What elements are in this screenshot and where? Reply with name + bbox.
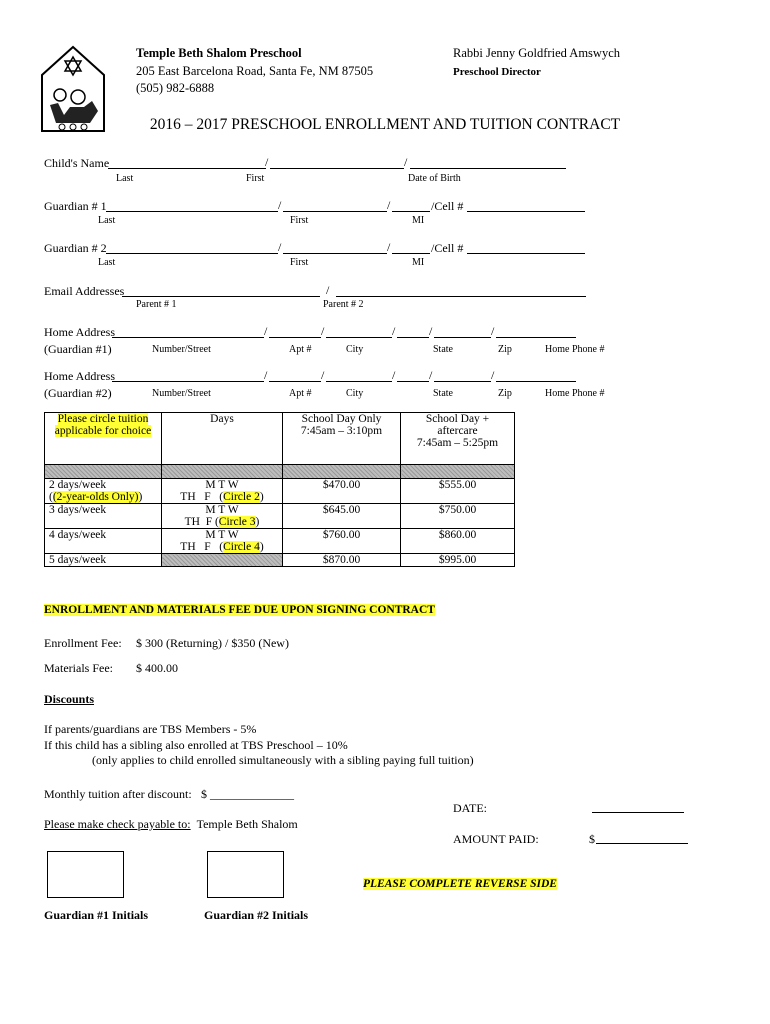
guardian1-last-field[interactable]	[106, 211, 278, 212]
reverse-side-note	[363, 878, 557, 890]
school-price[interactable]: $645.00	[283, 504, 401, 529]
school-day-header: School Day Only	[301, 413, 382, 425]
guardian2-last-caption: Last	[98, 257, 116, 268]
home2-zip-caption: Zip	[498, 388, 512, 399]
home1-state-field[interactable]	[397, 337, 429, 338]
materials-fee-value: $ 400.00	[136, 661, 178, 675]
guardian1-last-caption: Last	[98, 215, 116, 226]
school-name: Temple Beth Shalom Preschool	[136, 46, 302, 60]
table-row	[45, 504, 515, 529]
email-parent1-caption: Parent # 1	[136, 299, 177, 310]
school-price[interactable]: $870.00	[283, 554, 401, 567]
child-last-field[interactable]	[108, 168, 266, 169]
home1-state-caption: State	[433, 344, 453, 355]
home2-state-caption: State	[433, 388, 453, 399]
child-first-field[interactable]	[270, 168, 404, 169]
monthly-tuition-label: Monthly tuition after discount:	[44, 787, 192, 801]
school-price[interactable]: $760.00	[283, 529, 401, 554]
home2-zip-field[interactable]	[434, 381, 491, 382]
plan-label: 3 days/week	[45, 504, 162, 529]
email-parent1-field[interactable]	[122, 296, 320, 297]
materials-fee-label: Materials Fee:	[44, 661, 113, 675]
payable-line	[44, 817, 298, 832]
guardian1-initials-box[interactable]	[47, 851, 124, 898]
days-line: M T W	[205, 529, 239, 541]
days-line: M T W	[205, 504, 239, 516]
plan-label: 5 days/week	[45, 554, 162, 567]
home2-phone-caption: Home Phone #	[545, 388, 605, 399]
days-header: Days	[162, 413, 283, 465]
aftercare-price[interactable]: $555.00	[401, 479, 515, 504]
date-field[interactable]	[592, 812, 684, 813]
home2-city-caption: City	[346, 388, 364, 399]
school-phone: (505) 982-6888	[136, 81, 215, 95]
guardian2-mi-caption: MI	[412, 257, 425, 268]
aftercare-price[interactable]: $750.00	[401, 504, 515, 529]
guardian2-mi-field[interactable]	[392, 253, 430, 254]
guardian1-label: Guardian # 1	[44, 199, 107, 213]
home2-phone-field[interactable]	[496, 381, 576, 382]
plan-cell	[45, 479, 162, 504]
home2-apt-field[interactable]	[269, 381, 321, 382]
days-cell[interactable]	[162, 479, 283, 504]
guardian1-first-caption: First	[290, 215, 309, 226]
payable-to: Temple Beth Shalom	[196, 817, 298, 831]
reverse-side-text: PLEASE COMPLETE REVERSE SIDE	[363, 878, 557, 890]
child-name-label: Child's Name	[44, 156, 110, 170]
tuition-table	[44, 412, 515, 567]
discounts-heading: Discounts	[44, 692, 95, 706]
guardian1-first-field[interactable]	[283, 211, 387, 212]
plan-label: 4 days/week	[45, 529, 162, 554]
school-day-header-cell	[283, 413, 401, 465]
school-address: 205 East Barcelona Road, Santa Fe, NM 87505	[136, 64, 374, 78]
plan-label: 2 days/week	[49, 479, 107, 491]
home2-sub: (Guardian #2)	[44, 386, 112, 400]
home1-street-caption: Number/Street	[152, 344, 211, 355]
guardian2-cell-label: /Cell #	[431, 241, 464, 255]
circle-note-cell	[45, 413, 162, 465]
home1-city-caption: City	[346, 344, 364, 355]
monthly-tuition-field[interactable]: $ ______________	[201, 787, 294, 801]
discount-line: If parents/guardians are TBS Members - 5%	[44, 722, 257, 736]
child-last-caption: Last	[116, 173, 134, 184]
child-first-caption: First	[246, 173, 265, 184]
guardian2-initials-box[interactable]	[207, 851, 284, 898]
aftercare-header-cell	[401, 413, 515, 465]
home2-city-field[interactable]	[326, 381, 392, 382]
child-dob-caption: Date of Birth	[408, 173, 461, 184]
aftercare-price[interactable]: $995.00	[401, 554, 515, 567]
plan-note-text: (2-year-olds Only)	[52, 491, 139, 503]
shade-cell	[283, 465, 401, 479]
home1-label: Home Address	[44, 325, 115, 339]
child-dob-field[interactable]	[410, 168, 566, 169]
fees-heading: ENROLLMENT AND MATERIALS FEE DUE UPON SIGNING CONTRACT	[44, 604, 435, 616]
home1-zip-field[interactable]	[434, 337, 491, 338]
enrollment-fee-value: $ 300 (Returning) / $350 (New)	[136, 636, 289, 650]
home1-apt-caption: Apt #	[289, 344, 312, 355]
school-day-hours: 7:45am – 3:10pm	[300, 425, 383, 437]
discount-line: (only applies to child enrolled simultaneously with a sibling paying full tuition)	[92, 753, 474, 767]
guardian2-first-caption: First	[290, 257, 309, 268]
guardian2-first-field[interactable]	[283, 253, 387, 254]
home1-city-field[interactable]	[326, 337, 392, 338]
home2-apt-caption: Apt #	[289, 388, 312, 399]
home1-sub: (Guardian #1)	[44, 342, 112, 356]
guardian1-mi-caption: MI	[412, 215, 425, 226]
amount-paid-label: AMOUNT PAID:	[453, 832, 539, 846]
enrollment-fee-label: Enrollment Fee:	[44, 636, 122, 650]
shade-cell	[45, 465, 162, 479]
director-title: Preschool Director	[453, 66, 541, 78]
guardian2-cell-field[interactable]	[467, 253, 585, 254]
days-line: M T W	[205, 479, 239, 491]
payable-label: Please make check payable to:	[44, 817, 191, 831]
director-name: Rabbi Jenny Goldfried Amswych	[453, 46, 620, 60]
guardian1-cell-field[interactable]	[467, 211, 585, 212]
page-title: 2016 – 2017 PRESCHOOL ENROLLMENT AND TUITION CONTRACT	[149, 116, 621, 133]
aftercare-price[interactable]: $860.00	[401, 529, 515, 554]
email-label: Email Addresses	[44, 284, 125, 298]
home1-phone-field[interactable]	[496, 337, 576, 338]
shade-cell	[162, 554, 283, 567]
days-line: TH F (Circle 3)	[184, 516, 260, 528]
home1-zip-caption: Zip	[498, 344, 512, 355]
shade-cell	[162, 465, 283, 479]
school-price[interactable]: $470.00	[283, 479, 401, 504]
guardian2-last-field[interactable]	[106, 253, 278, 254]
table-row	[45, 529, 515, 554]
shade-cell	[401, 465, 515, 479]
days-cell[interactable]	[162, 504, 283, 529]
days-cell[interactable]	[162, 529, 283, 554]
plan-note: ((2-year-olds Only))	[49, 491, 143, 503]
days-line: TH F (Circle 4)	[180, 541, 264, 553]
date-label: DATE:	[453, 801, 487, 815]
table-row	[45, 479, 515, 504]
home2-label: Home Address	[44, 369, 115, 383]
amount-paid-field[interactable]	[596, 843, 688, 844]
aftercare-header: School Day + aftercare	[425, 413, 490, 437]
table-row	[45, 554, 515, 567]
amount-prefix: $	[589, 832, 595, 846]
guardian1-initials-label: Guardian #1 Initials	[44, 908, 149, 922]
circle-note: Please circle tuition applicable for choice	[54, 413, 152, 437]
guardian2-initials-label: Guardian #2 Initials	[204, 908, 309, 922]
guardian1-mi-field[interactable]	[392, 211, 430, 212]
home2-street-caption: Number/Street	[152, 388, 211, 399]
email-parent2-caption: Parent # 2	[323, 299, 364, 310]
aftercare-hours: 7:45am – 5:25pm	[416, 437, 499, 449]
days-line: TH F (Circle 2)	[180, 491, 264, 503]
home1-apt-field[interactable]	[269, 337, 321, 338]
guardian1-cell-label: /Cell #	[431, 199, 464, 213]
home1-phone-caption: Home Phone #	[545, 344, 605, 355]
home2-state-field[interactable]	[397, 381, 429, 382]
home1-street-field[interactable]	[112, 337, 264, 338]
home2-street-field[interactable]	[112, 381, 264, 382]
guardian2-label: Guardian # 2	[44, 241, 107, 255]
email-parent2-field[interactable]	[336, 296, 586, 297]
discount-line: If this child has a sibling also enrolled at TBS Preschool – 10%	[44, 738, 348, 752]
